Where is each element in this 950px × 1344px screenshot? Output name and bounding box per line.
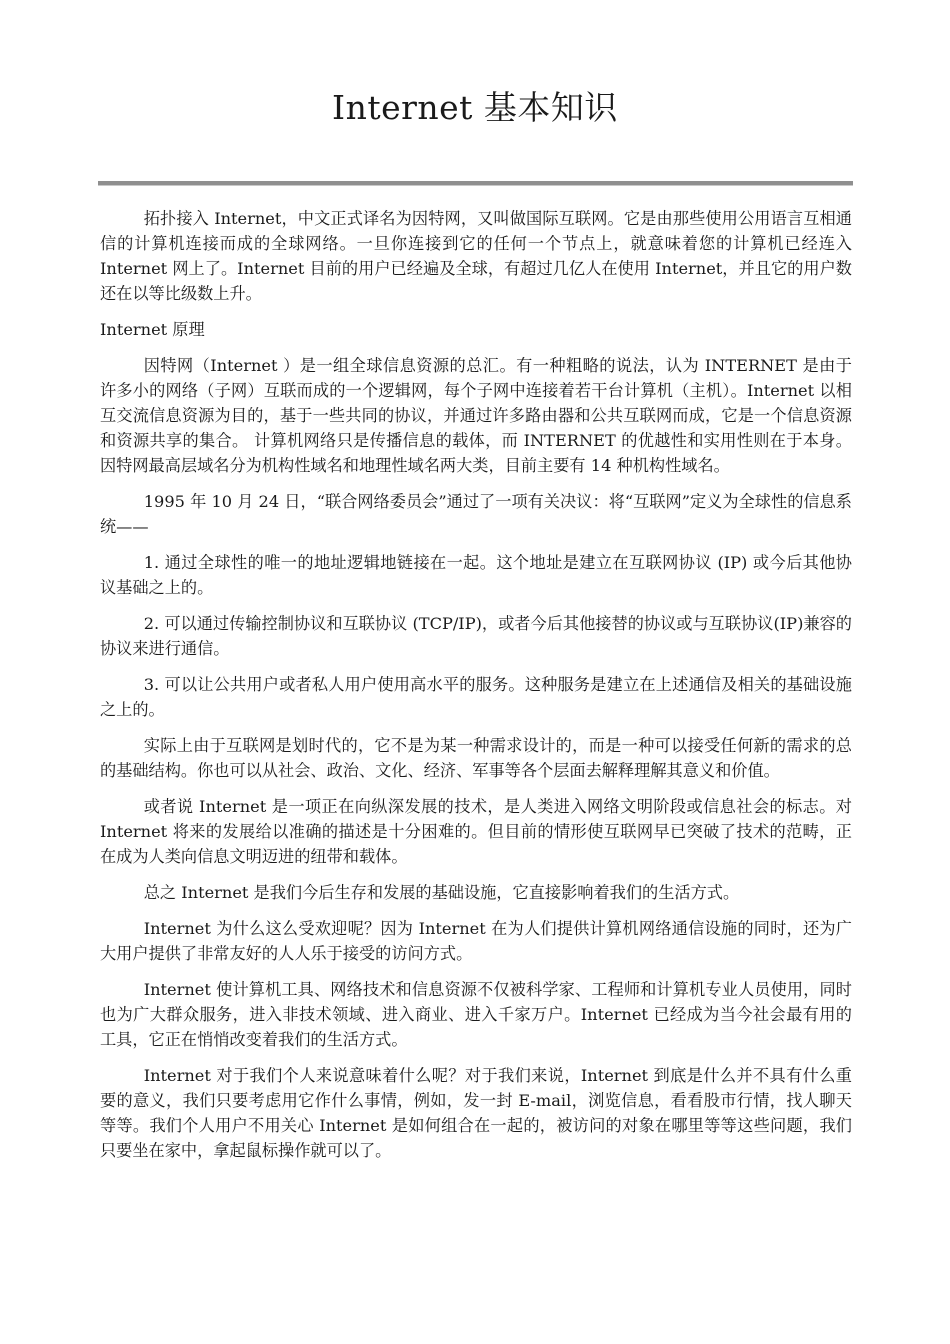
section-heading-principle: Internet 原理 [100, 320, 205, 339]
paragraph-infrastructure: 实际上由于互联网是划时代的，它不是为某一种需求设计的，而是一种可以接受任何新的需求的总的基础结构。你也可以从社会、政治、文化、经济、军事等各个层面去解释理解其意义和价值。 [100, 736, 852, 780]
document-title: Internet 基本知识 [332, 88, 618, 127]
list-item-2: 2. 可以通过传输控制协议和互联协议 (TCP/IP)，或者今后其他接替的协议或与互联协议(IP)兼容的协议来进行通信。 [100, 614, 852, 658]
title-divider [98, 181, 853, 186]
paragraph-definition: 1995 年 10 月 24 日，“联合网络委员会”通过了一项有关决议：将“互联网”定义为全球性的信息系统—— [100, 492, 852, 536]
list-item-3: 3. 可以让公共用户或者私人用户使用高水平的服务。这种服务是建立在上述通信及相关的基础设施之上的。 [100, 675, 852, 719]
paragraph-principle: 因特网（Internet ）是一组全球信息资源的总汇。有一种粗略的说法，认为 INTERNET 是由于许多小的网络（子网）互联而成的一个逻辑网，每个子网中连接着若干台计算机（主机）。Internet 以相互交流信息资源为目的，基于一些共同的协议，并通过许多路由器和公共互联网而成，它是一个信息资源和资源共享的集合。 计算机网络只是传播信息的载体，而 INTERNET 的优越性和实用性则在于本身。因特网最高层域名分为机构性域名和地理性域名两大类，目前主要有 14 种机构性域名。 [100, 356, 852, 475]
paragraph-usage: Internet 使计算机工具、网络技术和信息资源不仅被科学家、工程师和计算机专业人员使用，同时也为广大群众服务，进入非技术领域、进入商业、进入千家万户。Internet 已经成为当今社会最有用的工具，它正在悄悄改变着我们的生活方式。 [100, 980, 852, 1049]
paragraph-popularity: Internet 为什么这么受欢迎呢？因为 Internet 在为人们提供计算机网络通信设施的同时，还为广大用户提供了非常友好的人人乐于接受的访问方式。 [100, 919, 852, 963]
paragraph-summary: 总之 Internet 是我们今后生存和发展的基础设施，它直接影响着我们的生活方式。 [143, 883, 740, 902]
paragraph-personal: Internet 对于我们个人来说意味着什么呢？对于我们来说，Internet 到底是什么并不具有什么重要的意义，我们只要考虑用它作什么事情，例如，发一封 E-mail，浏览信息，看看股市行情，找人聊天等等。我们个人用户不用关心 Internet 是如何组合在一起的，被访问的对象在哪里等等这些问题，我们只要坐在家中，拿起鼠标操作就可以了。 [100, 1066, 852, 1160]
paragraph-intro: 拓扑接入 Internet，中文正式译名为因特网，又叫做国际互联网。它是由那些使用公用语言互相通信的计算机连接而成的全球网络。一旦你连接到它的任何一个节点上，就意味着您的计算机已经连入 Internet 网上了。Internet 目前的用户已经遍及全球，有超过几亿人在使用 Internet，并且它的用户数还在以等比级数上升。 [100, 209, 852, 303]
document-body [100, 206, 852, 1174]
paragraph-technology: 或者说 Internet 是一项正在向纵深发展的技术，是人类进入网络文明阶段或信息社会的标志。对 Internet 将来的发展给以准确的描述是十分困难的。但目前的情形使互联网早已突破了技术的范畴，正在成为人类向信息文明迈进的纽带和载体。 [100, 797, 852, 866]
list-item-1: 1. 通过全球性的唯一的地址逻辑地链接在一起。这个地址是建立在互联网协议 (IP) 或今后其他协议基础之上的。 [100, 553, 852, 597]
